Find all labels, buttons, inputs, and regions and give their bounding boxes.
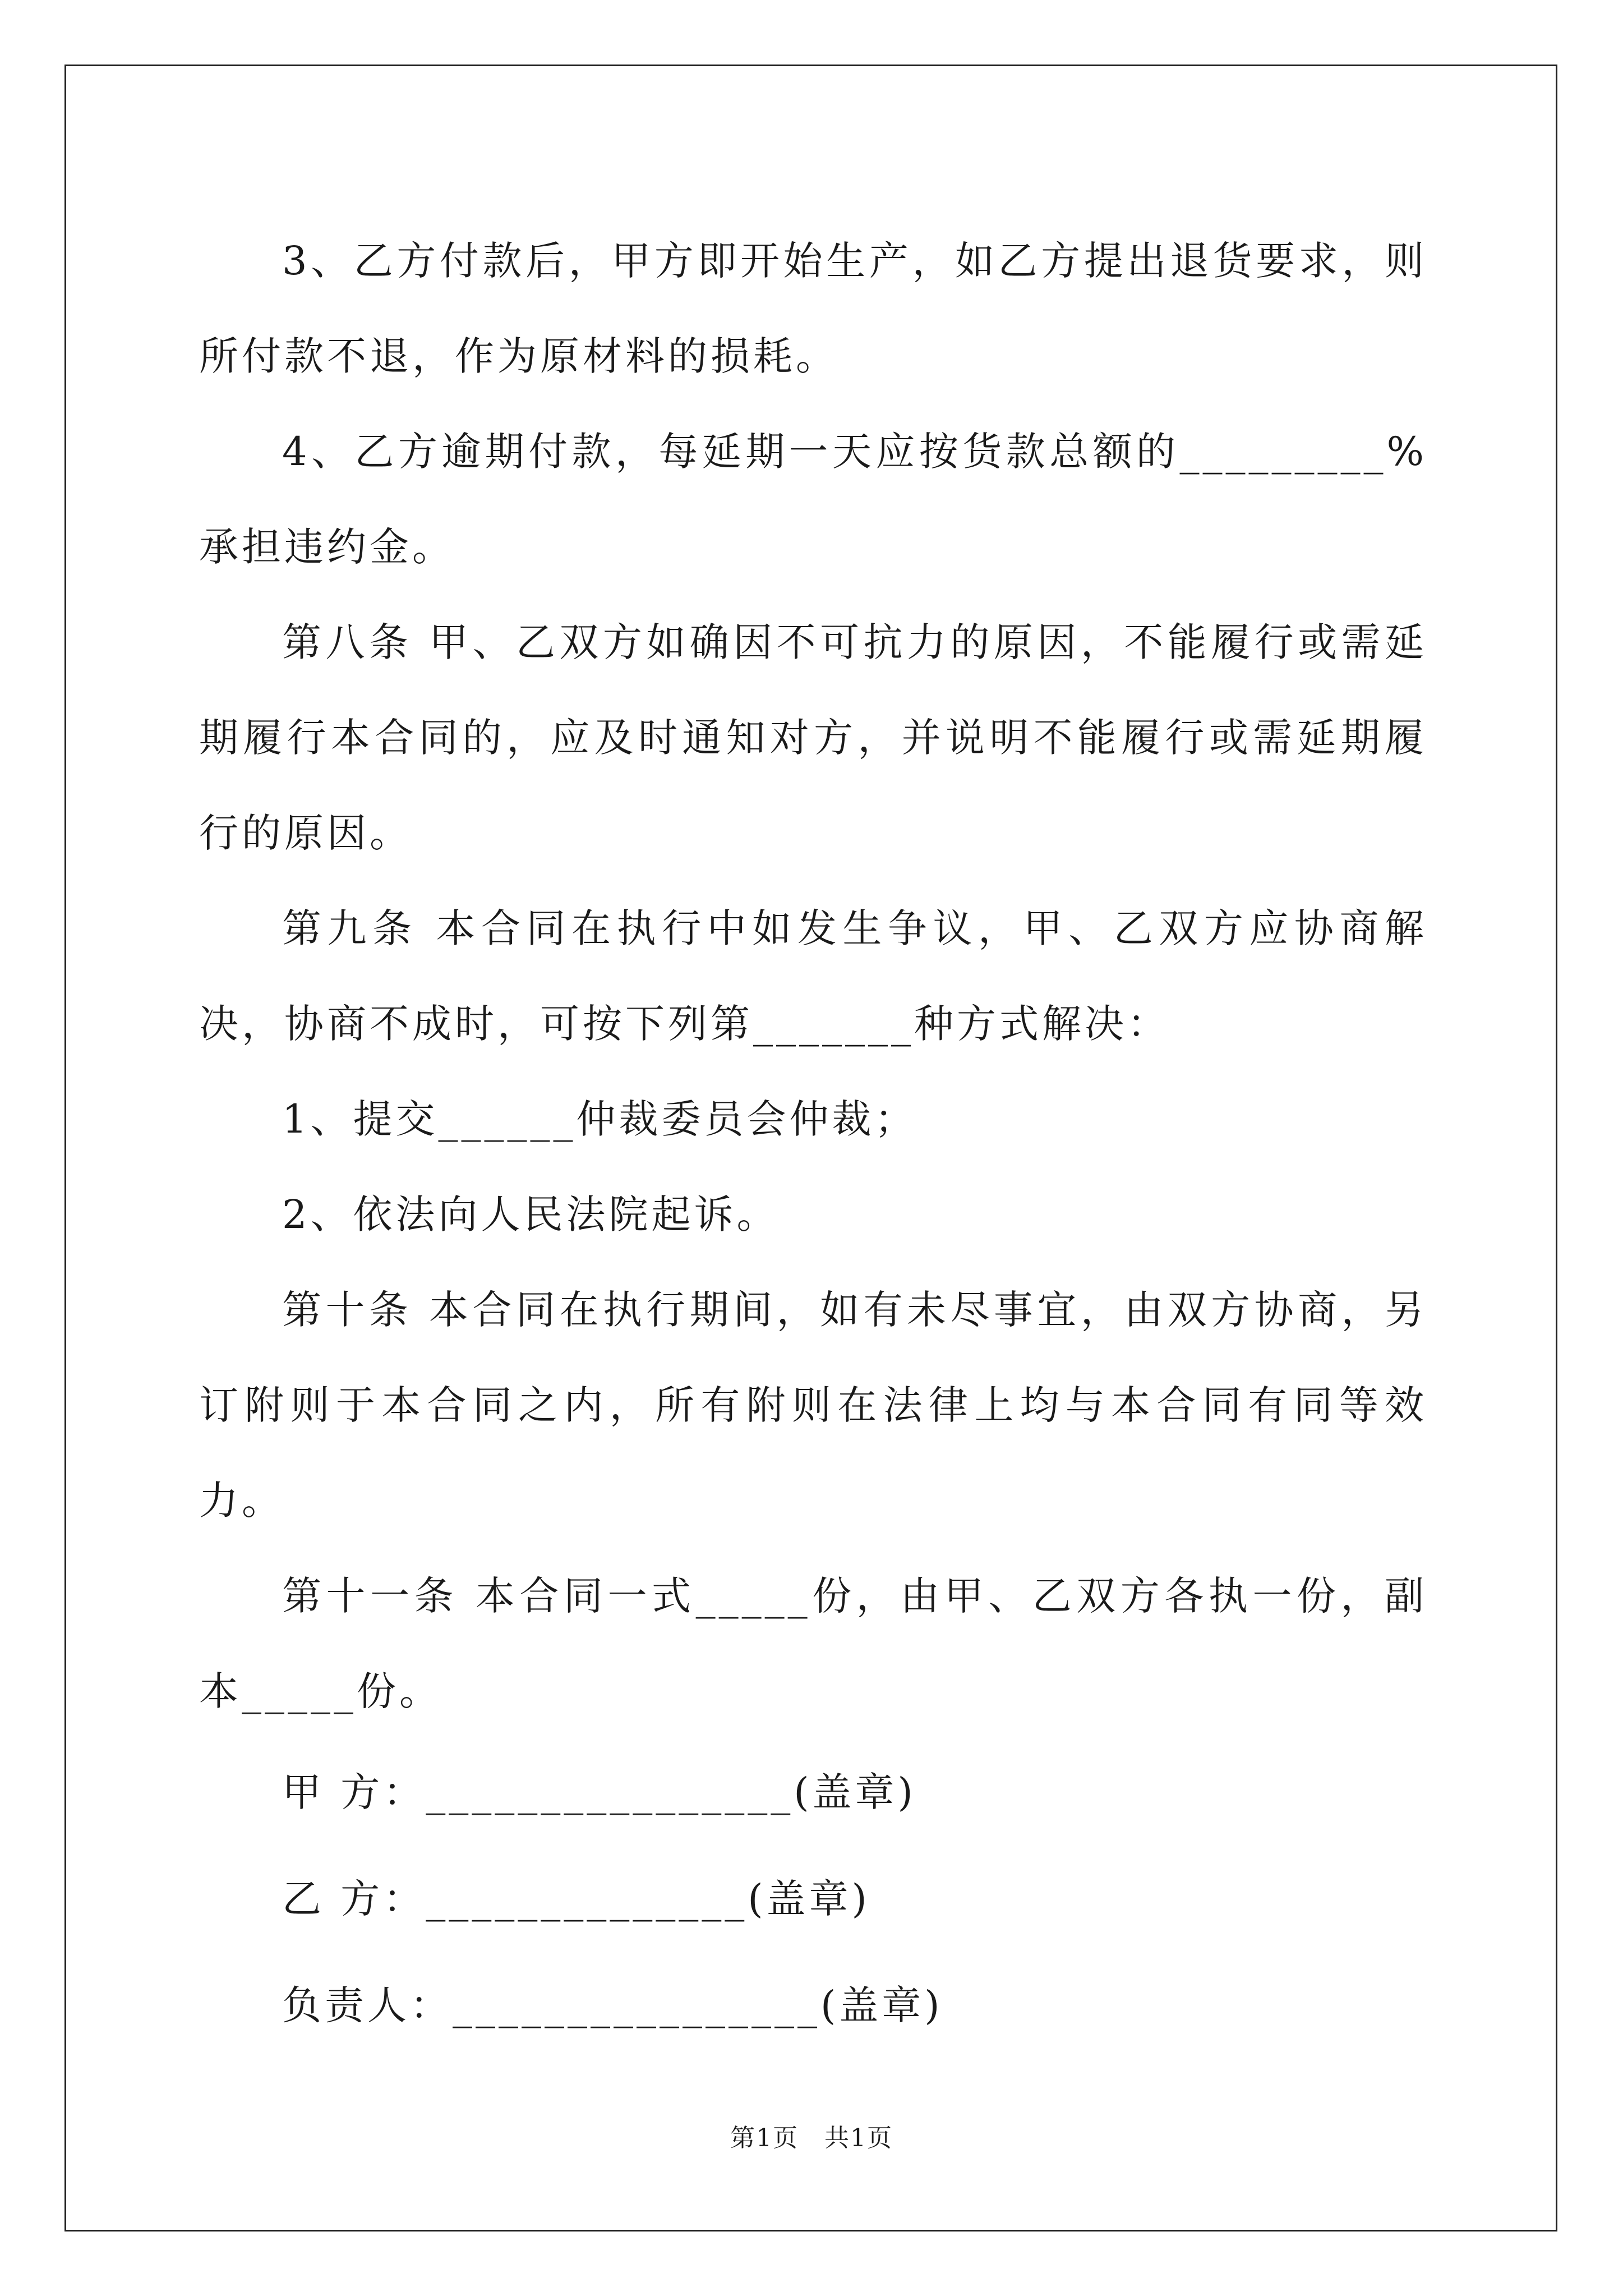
responsible-person-signature: 负责人：________________(盖章) [282,1982,943,2028]
document-body [199,213,1427,2059]
article-9-dispute: 第九条 本合同在执行中如发生争议，甲、乙双方应协商解决，协商不成时，可按下列第_______种方式解决： [199,905,1427,1047]
dispute-option-arbitration: 1、提交______仲裁委员会仲裁； [282,1096,917,1142]
dispute-option-court: 2、依法向人民法院起诉。 [282,1191,780,1237]
party-b-signature: 乙 方：______________(盖章) [282,1876,870,1922]
clause-3-refund: 3、乙方付款后，甲方即开始生产，如乙方提出退货要求，则所付款不退，作为原材料的损耗。 [199,238,1427,379]
article-11-copies: 第十一条 本合同一式_____份，由甲、乙双方各执一份，副本_____份。 [199,1573,1427,1714]
party-a-signature: 甲 方：________________(盖章) [282,1769,916,1815]
clause-4-late-payment: 4、乙方逾期付款，每延期一天应按货款总额的_________%承担违约金。 [199,429,1427,570]
article-8-force-majeure: 第八条 甲、乙双方如确因不可抗力的原因，不能履行或需延期履行本合同的，应及时通知对方，并说明不能履行或需延期履行的原因。 [199,619,1427,856]
article-10-supplement: 第十条 本合同在执行期间，如有未尽事宜，由双方协商，另订附则于本合同之内，所有附则在法律上均与本合同有同等效力。 [199,1287,1427,1524]
page-footer: 第1页 共1页 [730,2124,893,2152]
